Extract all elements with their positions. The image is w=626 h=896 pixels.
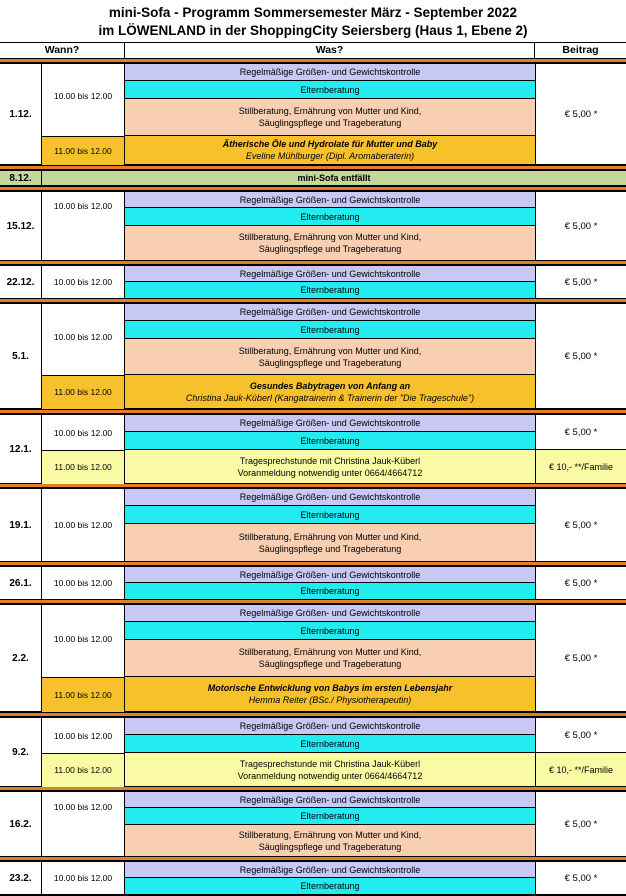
event-time: 11.00 bis 12.00	[42, 375, 124, 409]
event-date: 8.12.	[0, 171, 42, 185]
event-date: 15.12.	[0, 192, 42, 260]
activity-row	[125, 878, 535, 894]
activity-row	[125, 208, 535, 226]
activity-text: Regelmäßige Größen- und Gewichtskontrolle	[239, 569, 421, 580]
event-fee: € 5,00 *	[535, 862, 626, 894]
event-date: 1.12.	[0, 64, 42, 164]
activity-row	[125, 192, 535, 208]
time-column	[42, 862, 125, 894]
activity-row	[125, 81, 535, 99]
event-date: 12.1.	[0, 415, 42, 483]
activity-text: Säuglingspflege und Trageberatung	[258, 118, 402, 128]
activity-text: Säuglingspflege und Trageberatung	[258, 357, 402, 368]
activity-text: Regelmäßige Größen- und Gewichtskontrolle	[239, 194, 421, 205]
activity-row	[125, 605, 535, 622]
title-line-1: mini-Sofa - Programm Sommersemester März - September 2022	[108, 5, 518, 20]
activity-text: Elternberatung	[300, 84, 360, 95]
consultation-row	[125, 753, 535, 786]
special-title: Motorische Entwicklung von Babys im ersten Lebensjahr	[207, 683, 453, 693]
activity-row	[125, 432, 535, 450]
activity-text: Elternberatung	[300, 509, 360, 520]
event-date: 22.12.	[0, 266, 42, 298]
activity-text: Stillberatung, Ernährung von Mutter und Kind,	[238, 106, 422, 116]
event-block-cancelled	[0, 169, 626, 187]
event-date: 19.1.	[0, 489, 42, 561]
special-title: Gesundes Babytragen von Anfang an	[249, 380, 411, 391]
time-column	[42, 415, 125, 483]
event-fee: € 5,00 *	[535, 718, 626, 753]
activity-text: Elternberatung	[300, 586, 360, 596]
activity-text: Stillberatung, Ernährung von Mutter und Kind,	[238, 531, 422, 542]
event-time: 10.00 bis 12.00	[53, 520, 113, 530]
event-fee: € 5,00 *	[535, 266, 626, 298]
time-column	[42, 266, 125, 298]
activity-text: Elternberatung	[300, 435, 360, 446]
event-fee: € 5,00 *	[535, 304, 626, 408]
event-fee-family: € 10,- **/Familie	[535, 450, 626, 483]
activity-text: Säuglingspflege und Trageberatung	[258, 841, 402, 852]
event-block	[0, 565, 626, 601]
event-date: 16.2.	[0, 792, 42, 856]
time-column	[42, 718, 125, 786]
event-time: 10.00 bis 12.00	[53, 91, 113, 101]
consultation-row	[125, 450, 535, 483]
time-column	[42, 489, 125, 561]
activity-row	[125, 862, 535, 878]
activity-row	[125, 266, 535, 282]
event-time: 10.00 bis 12.00	[53, 634, 113, 644]
activity-text: Stillberatung, Ernährung von Mutter und Kind,	[238, 829, 422, 840]
event-block	[0, 790, 626, 858]
activity-text: Elternberatung	[300, 285, 360, 295]
activity-text: Regelmäßige Größen- und Gewichtskontrolle	[239, 67, 421, 77]
event-block	[0, 264, 626, 300]
activity-text: Voranmeldung notwendig unter 0664/4664712	[237, 467, 423, 478]
column-header	[0, 42, 626, 59]
special-event	[125, 677, 535, 711]
activity-text: Elternberatung	[300, 324, 360, 335]
event-block	[0, 190, 626, 262]
event-block	[0, 860, 626, 896]
event-fee: € 5,00 *	[535, 64, 626, 164]
activity-row	[125, 304, 535, 321]
event-time: 11.00 bis 12.00	[42, 677, 124, 712]
activity-text: Voranmeldung notwendig unter 0664/4664712	[237, 770, 423, 781]
column-what: Was?	[125, 43, 535, 58]
activity-text: Elternberatung	[300, 211, 360, 222]
activity-text: Säuglingspflege und Trageberatung	[258, 543, 402, 554]
time-column	[42, 792, 125, 856]
activity-row	[125, 524, 535, 561]
event-time: 10.00 bis 12.00	[53, 277, 113, 287]
activity-row	[125, 583, 535, 599]
event-time: 10.00 bis 12.00	[53, 201, 113, 211]
activity-row	[125, 321, 535, 339]
activity-text: Regelmäßige Größen- und Gewichtskontrolle	[239, 864, 421, 875]
activity-row	[125, 735, 535, 753]
activity-row	[125, 792, 535, 808]
activity-row	[125, 808, 535, 825]
event-fee: € 5,00 *	[535, 792, 626, 856]
column-fee: Beitrag	[562, 44, 599, 56]
activity-text: Regelmäßige Größen- und Gewichtskontrolle	[239, 721, 421, 731]
event-date: 2.2.	[0, 605, 42, 711]
event-block	[0, 62, 626, 166]
activity-text: Regelmäßige Größen- und Gewichtskontrolle	[239, 418, 421, 428]
time-column	[42, 304, 125, 408]
activity-text: Regelmäßige Größen- und Gewichtskontrolle	[239, 268, 421, 279]
special-title: Ätherische Öle und Hydrolate für Mutter und Baby	[222, 139, 438, 149]
time-column	[42, 605, 125, 711]
event-time: 10.00 bis 12.00	[53, 428, 113, 438]
event-block	[0, 716, 626, 788]
activity-text: Säuglingspflege und Trageberatung	[258, 244, 402, 254]
activity-text: Stillberatung, Ernährung von Mutter und Kind,	[238, 345, 422, 356]
activity-row	[125, 718, 535, 735]
event-time: 11.00 bis 12.00	[42, 136, 124, 165]
activity-row	[125, 64, 535, 81]
event-fee: € 5,00 *	[535, 489, 626, 561]
activity-row	[125, 99, 535, 136]
special-speaker: Christina Jauk-Küberl (Kangatrainerin & Trainerin der "Die Trageschule")	[185, 392, 475, 403]
special-speaker: Eveline Mühlburger (Dipl. Aromaberaterin)	[245, 151, 415, 161]
event-fee: € 5,00 *	[535, 605, 626, 711]
activity-text: Stillberatung, Ernährung von Mutter und Kind,	[238, 232, 422, 242]
event-block	[0, 302, 626, 410]
special-speaker: Hemma Reiter (BSc./ Physiotherapeutin)	[248, 695, 412, 705]
event-date: 5.1.	[0, 304, 42, 408]
activity-text: Stillberatung, Ernährung von Mutter und Kind,	[238, 647, 422, 657]
event-time: 10.00 bis 12.00	[53, 873, 113, 883]
event-time: 10.00 bis 12.00	[53, 578, 113, 588]
activity-row	[125, 489, 535, 506]
event-fee: € 5,00 *	[535, 567, 626, 599]
title-line-2: im LÖWENLAND in der ShoppingCity Seiersberg (Haus 1, Ebene 2)	[98, 23, 528, 38]
activity-row	[125, 640, 535, 677]
special-event	[125, 375, 535, 408]
event-block	[0, 603, 626, 713]
event-fee: € 5,00 *	[535, 415, 626, 450]
activity-text: Regelmäßige Größen- und Gewichtskontrolle	[239, 492, 421, 502]
time-column	[42, 64, 125, 164]
activity-text: Regelmäßige Größen- und Gewichtskontrolle	[239, 794, 421, 805]
event-fee-family: € 10,- **/Familie	[535, 753, 626, 786]
cancel-notice: mini-Sofa entfällt	[42, 171, 626, 185]
activity-row	[125, 282, 535, 298]
activity-text: Regelmäßige Größen- und Gewichtskontrolle	[239, 307, 421, 317]
event-time: 10.00 bis 12.00	[53, 802, 113, 812]
event-time: 11.00 bis 12.00	[42, 753, 124, 787]
event-time: 11.00 bis 12.00	[42, 450, 124, 484]
event-fee: € 5,00 *	[535, 192, 626, 260]
activity-row	[125, 415, 535, 432]
column-when: Wann?	[0, 43, 125, 58]
event-time: 10.00 bis 12.00	[53, 731, 113, 741]
event-block	[0, 487, 626, 563]
activity-text: Tragesprechstunde mit Christina Jauk-Küberl	[239, 455, 421, 466]
event-date: 23.2.	[0, 862, 42, 894]
event-time: 10.00 bis 12.00	[53, 332, 113, 342]
activity-text: Elternberatung	[300, 738, 360, 749]
special-event	[125, 136, 535, 164]
activity-text: Elternberatung	[300, 881, 360, 891]
event-date: 26.1.	[0, 567, 42, 599]
activity-row	[125, 825, 535, 856]
activity-text: Regelmäßige Größen- und Gewichtskontrolle	[239, 608, 421, 618]
time-column	[42, 192, 125, 260]
activity-text: Elternberatung	[300, 625, 360, 636]
activity-text: Tragesprechstunde mit Christina Jauk-Küberl	[239, 758, 421, 769]
activity-row	[125, 506, 535, 524]
activity-row	[125, 339, 535, 375]
time-column	[42, 567, 125, 599]
event-date: 9.2.	[0, 718, 42, 786]
event-block	[0, 413, 626, 485]
activity-text: Elternberatung	[300, 811, 360, 821]
activity-text: Säuglingspflege und Trageberatung	[258, 659, 402, 669]
activity-row	[125, 622, 535, 640]
activity-row	[125, 226, 535, 260]
activity-row	[125, 567, 535, 583]
